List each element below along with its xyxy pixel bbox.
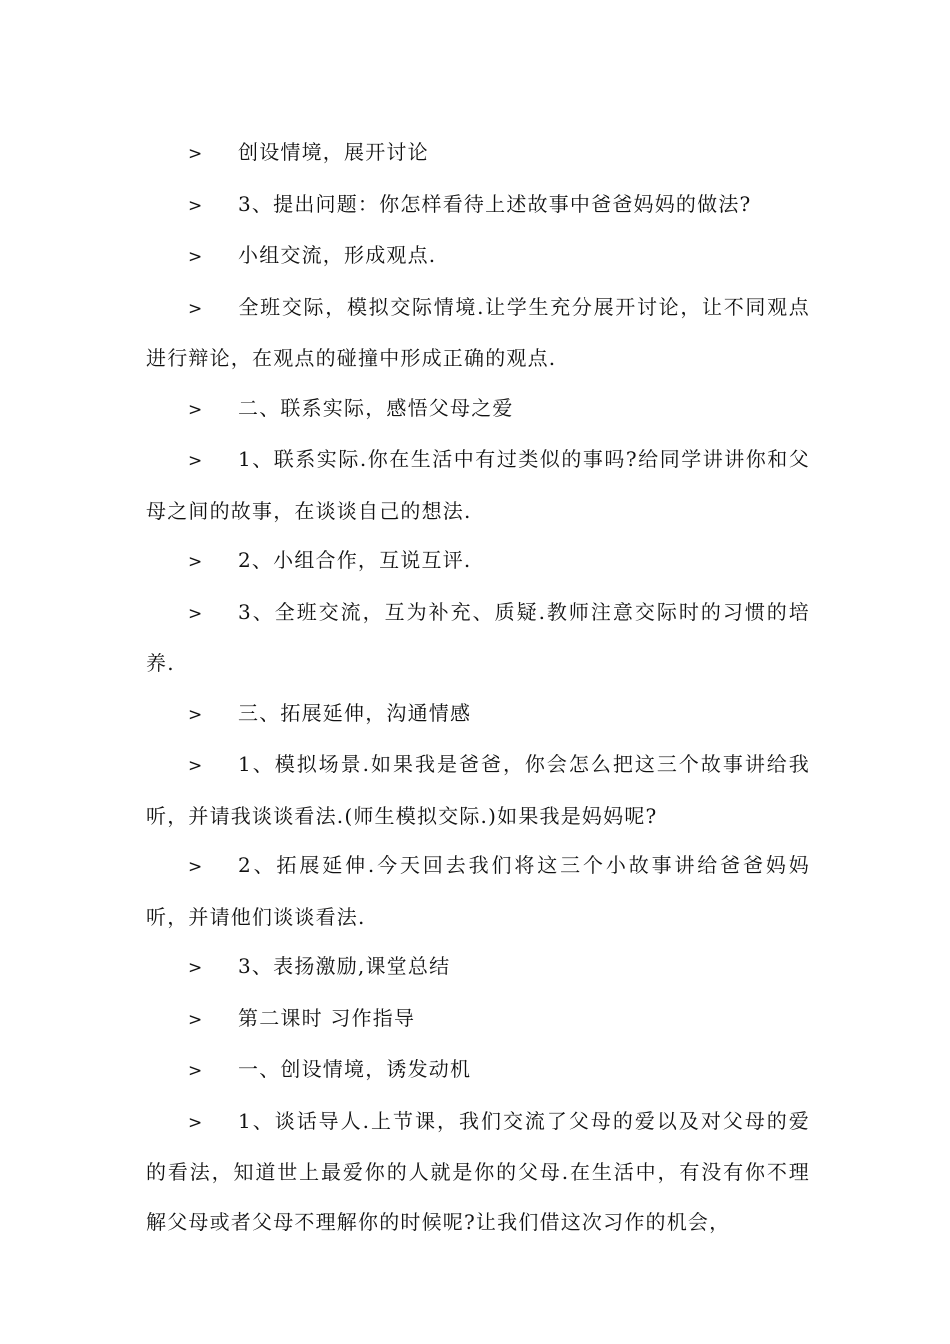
paragraph xyxy=(146,1045,810,1097)
paragraph-text: 2、小组合作，互说互评. xyxy=(238,548,472,572)
bullet-arrow-icon: > xyxy=(188,247,203,267)
paragraph xyxy=(146,1097,810,1248)
bullet-arrow-icon: > xyxy=(188,451,203,471)
document-page xyxy=(146,128,810,1247)
bullet-arrow-icon: > xyxy=(188,1009,203,1030)
paragraph-text: 2、拓展延伸.今天回去我们将这三个小故事讲给爸爸妈妈听，并请他们谈谈看法. xyxy=(146,853,810,929)
paragraph-text: 二、联系实际，感悟父母之爱 xyxy=(238,395,514,420)
bullet-arrow-icon: > xyxy=(188,704,203,725)
paragraph-text: 小组交流，形成观点. xyxy=(238,243,437,267)
paragraph-text: 1、联系实际.你在生活中有过类似的事吗?给同学讲讲你和父母之间的故事，在谈谈自己的想法. xyxy=(146,447,810,523)
bullet-arrow-icon: > xyxy=(188,1112,203,1133)
paragraph-text: 全班交际，模拟交际情境.让学生充分展开讨论，让不同观点进行辩论，在观点的碰撞中形成正确的观点. xyxy=(146,294,810,370)
paragraph xyxy=(146,689,810,741)
paragraph xyxy=(146,283,810,384)
paragraph xyxy=(146,128,810,180)
bullet-arrow-icon: > xyxy=(188,603,203,624)
paragraph-text: 1、模拟场景.如果我是爸爸，你会怎么把这三个故事讲给我听，并请我谈谈看法.(师生模拟交际.)如果我是妈妈呢? xyxy=(146,752,810,828)
bullet-arrow-icon: > xyxy=(188,399,203,420)
paragraph xyxy=(146,180,810,232)
bullet-arrow-icon: > xyxy=(188,1061,203,1081)
bullet-arrow-icon: > xyxy=(188,144,203,164)
bullet-arrow-icon: > xyxy=(188,298,203,319)
paragraph xyxy=(146,740,810,841)
paragraph-text: 一、创设情境，诱发动机 xyxy=(238,1057,472,1081)
bullet-arrow-icon: > xyxy=(188,857,203,877)
paragraph xyxy=(146,536,810,588)
bullet-arrow-icon: > xyxy=(188,552,203,572)
paragraph-text: 第二课时 习作指导 xyxy=(238,1005,416,1030)
bullet-arrow-icon: > xyxy=(188,958,203,978)
bullet-arrow-icon: > xyxy=(188,756,203,776)
paragraph-text: 3、表扬激励,课堂总结 xyxy=(238,954,451,978)
paragraph xyxy=(146,231,810,283)
paragraph xyxy=(146,942,810,994)
bullet-arrow-icon: > xyxy=(188,195,203,216)
paragraph-text: 创设情境，展开讨论 xyxy=(238,140,429,164)
paragraph xyxy=(146,435,810,536)
paragraph xyxy=(146,588,810,689)
paragraph xyxy=(146,841,810,942)
paragraph xyxy=(146,384,810,436)
section-heading xyxy=(146,994,810,1046)
paragraph-text: 1、谈话导人.上节课，我们交流了父母的爱以及对父母的爱的看法，知道世上最爱你的人就是你的父母.在生活中，有没有你不理解父母或者父母不理解你的时候呢?让我们借这次习作的机会， xyxy=(146,1108,810,1234)
paragraph-text: 3、全班交流，互为补充、质疑.教师注意交际时的习惯的培养. xyxy=(146,599,810,675)
paragraph-text: 三、拓展延伸，沟通情感 xyxy=(238,700,472,725)
paragraph-text: 3、提出问题：你怎样看待上述故事中爸爸妈妈的做法? xyxy=(238,191,752,216)
